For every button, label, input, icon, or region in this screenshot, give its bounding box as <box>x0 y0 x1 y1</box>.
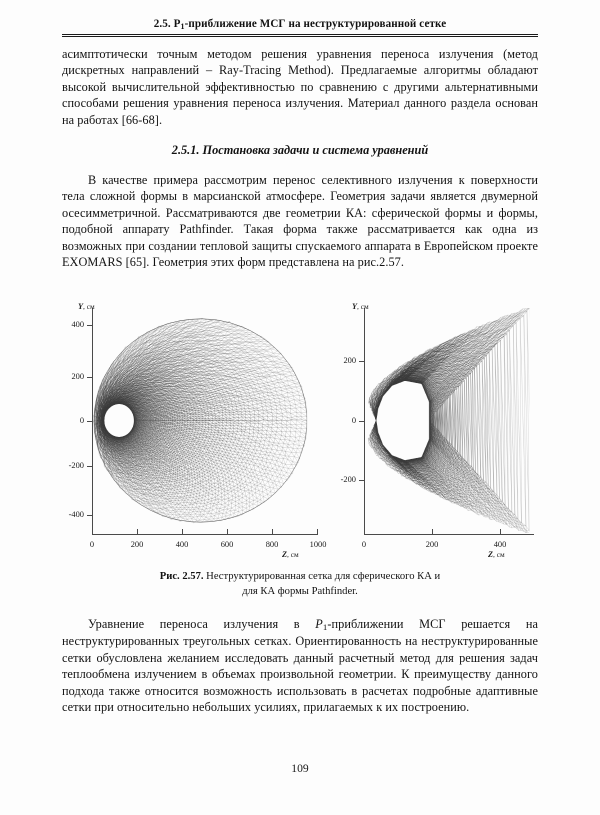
spacer-after-heading <box>62 158 538 172</box>
page-content-lower <box>62 616 538 715</box>
right-xtick-0 <box>364 529 365 535</box>
left-ytick-400 <box>87 325 93 326</box>
figure-caption <box>62 570 538 599</box>
left-yticklabel-m400: -400 <box>68 510 84 519</box>
pathfinder-mesh-canvas <box>364 308 534 533</box>
page-number: 109 <box>291 762 309 775</box>
left-xtick-400 <box>182 529 183 535</box>
page-header <box>62 18 538 37</box>
paragraph-3-rest: -приближении МСГ решается на неструктурированных треугольных сетках. Ориентированность на неструктурированные сетки обусловлена желанием исследовать данный расчетный метод для решения задач теплообмена излучением в объемах произвольной геометрии. К преимуществу данного подхода также относится возможность использовать в расчетах подробные адаптивные сетки при относительно небольших усилиях, прилагаемых к их построению. <box>62 617 538 715</box>
left-xtick-0 <box>92 529 93 535</box>
left-ytick-m400 <box>87 515 93 516</box>
section-heading: 2.5.1. Постановка задачи и система уравнений <box>171 143 429 158</box>
plot-spherical-mesh <box>68 300 327 562</box>
paragraph-1: асимптотически точным методом решения уравнения переноса излучения (метод дискретных направлений – Ray-Tracing Method). Предлагаемые алгоритмы обладают высокой вычислительной эффективностью по сравнению с другими альтернативными способами решения уравнения переноса излучения. Материал данного раздела основан на работах [66-68]. <box>62 47 538 127</box>
right-ytick-0 <box>359 421 365 422</box>
right-plot-xaxis <box>364 534 534 535</box>
left-xtick-200 <box>137 529 138 535</box>
right-xtick-200 <box>432 529 433 535</box>
left-yticklabel-0: 0 <box>79 416 84 425</box>
running-head-suffix: -приближение МСГ на неструктурированной сетке <box>184 18 447 30</box>
right-ytick-m200 <box>359 480 365 481</box>
left-ytick-200 <box>87 377 93 378</box>
right-plot-yaxis-title: Y, см <box>352 302 369 311</box>
right-xticklabel-200: 200 <box>425 540 439 549</box>
left-yticklabel-400: 400 <box>71 320 84 329</box>
paragraph-3-lead: Уравнение переноса излучения в <box>88 617 316 631</box>
spacer-before-heading <box>62 128 538 142</box>
left-xticklabel-0: 0 <box>89 540 95 549</box>
right-xticklabel-400: 400 <box>493 540 507 549</box>
left-xtick-1000 <box>317 529 318 535</box>
right-yticklabel-0: 0 <box>351 416 356 425</box>
left-plot-xaxis <box>92 534 318 535</box>
spherical-mesh-canvas <box>92 308 317 533</box>
left-plot-xaxis-title: Z, см <box>282 550 299 559</box>
running-head-prefix: 2.5. P <box>153 18 181 30</box>
right-yticklabel-m200: -200 <box>340 475 356 484</box>
paragraph-3-variable: $P_1$ <box>315 617 328 632</box>
left-xticklabel-200: 200 <box>130 540 144 549</box>
plot-pathfinder-mesh <box>330 300 538 562</box>
figure-2-57 <box>62 300 538 562</box>
left-plot-yaxis-title: Y, см <box>78 302 95 311</box>
page-content <box>62 46 538 270</box>
paragraph-2: В качестве примера рассмотрим перенос селективного излучения к поверхности тела сложной формы в марсианской атмосфере. Геометрия задачи является двумерной осесимметричной. Рассматриваются две геометрии КА: сферической формы и формы, подобной аппарату Pathfinder. Такая форма также рассматривается как одна из возможных при создании тепловой защиты спускаемого аппарата в Европейском проекте EXOMARS [65]. Геометрия этих форм представлена на рис.2.57. <box>62 173 538 270</box>
left-xticklabel-600: 600 <box>220 540 234 549</box>
left-ytick-0 <box>87 421 93 422</box>
left-xticklabel-1000: 1000 <box>309 540 327 549</box>
right-ytick-200 <box>359 361 365 362</box>
left-yticklabel-200: 200 <box>71 372 84 381</box>
figure-caption-text: Неструктурированная сетка для сферического КА и <box>203 571 441 582</box>
running-head-subscript: 1 <box>180 22 185 31</box>
right-yticklabel-200: 200 <box>343 356 356 365</box>
left-xtick-600 <box>227 529 228 535</box>
figure-caption-number: Рис. 2.57. <box>159 571 204 582</box>
header-divider <box>62 34 538 37</box>
left-yticklabel-m200: -200 <box>68 461 84 470</box>
right-plot-xaxis-title: Z, см <box>488 550 505 559</box>
paragraph-3 <box>62 616 538 715</box>
left-xticklabel-400: 400 <box>175 540 189 549</box>
figure-caption-text-line2: для КА формы Pathfinder. <box>242 585 358 597</box>
right-xtick-400 <box>500 529 501 535</box>
left-xtick-800 <box>272 529 273 535</box>
figure-plots <box>62 300 538 562</box>
left-ytick-m200 <box>87 466 93 467</box>
right-xticklabel-0: 0 <box>361 540 367 549</box>
left-xticklabel-800: 800 <box>265 540 279 549</box>
running-head-title <box>62 18 538 31</box>
